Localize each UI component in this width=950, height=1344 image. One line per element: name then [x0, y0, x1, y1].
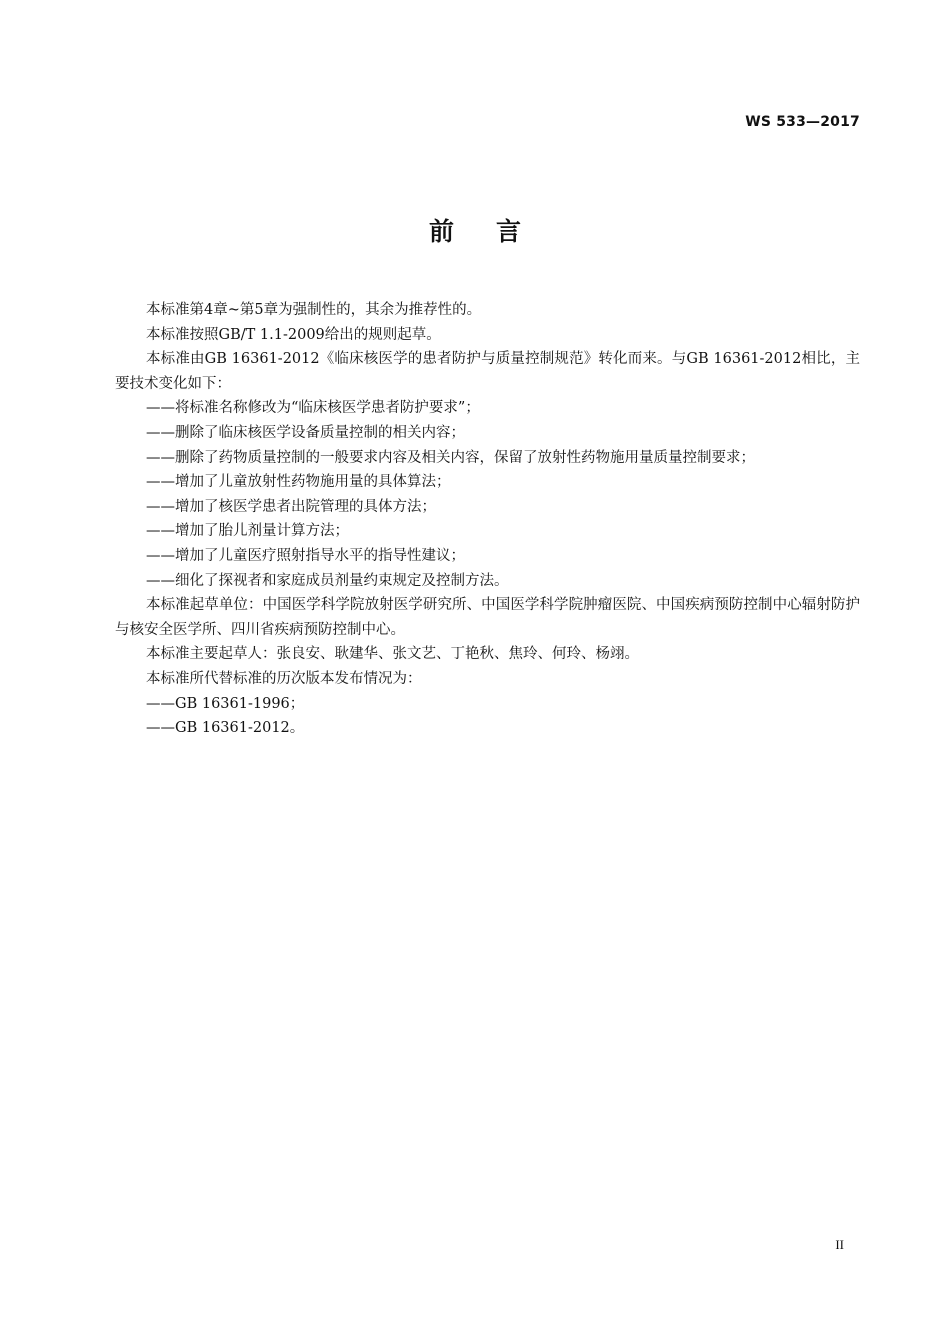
change-item: ——增加了儿童放射性药物施用量的具体算法； [146, 474, 451, 491]
change-item: ——删除了药物质量控制的一般要求内容及相关内容，保留了放射性药物施用量质量控制要求； [146, 449, 755, 466]
page-title: 前言 [428, 217, 563, 246]
change-item: ——细化了探视者和家庭成员剂量约束规定及控制方法。 [146, 572, 509, 589]
change-item: ——增加了核医学患者出院管理的具体方法； [146, 498, 436, 515]
change-item: ——删除了临床核医学设备质量控制的相关内容； [146, 424, 465, 441]
replaced-version-item: ——GB 16361-2012。 [146, 720, 305, 737]
standard-code: WS 533—2017 [745, 114, 860, 130]
change-item: ——增加了儿童医疗照射指导水平的指导性建议； [146, 547, 465, 564]
paragraph-drafting-units: 本标准起草单位：中国医学科学院放射医学研究所、中国医学科学院肿瘤医院、中国疾病预防控制中心辐射防护与核安全医学所、四川省疾病预防控制中心。 [115, 597, 860, 638]
change-item: ——增加了胎儿剂量计算方法； [146, 523, 349, 540]
paragraph-drafting-rules: 本标准按照GB/T 1.1-2009给出的规则起草。 [146, 326, 441, 343]
paragraph-mandatory-chapters: 本标准第4章~第5章为强制性的，其余为推荐性的。 [146, 302, 482, 318]
paragraph-drafters: 本标准主要起草人：张良安、耿建华、张文艺、丁艳秋、焦玲、何玲、杨翊。 [146, 646, 639, 663]
page-number: II [835, 1237, 844, 1252]
replaced-version-item: ——GB 16361-1996； [146, 695, 305, 712]
paragraph-origin: 本标准由GB 16361-2012《临床核医学的患者防护与质量控制规范》转化而来。与GB 16361-2012相比，主要技术变化如下： [115, 351, 860, 392]
paragraph-replaced-versions: 本标准所代替标准的历次版本发布情况为： [146, 670, 422, 687]
change-item: ——将标准名称修改为“临床核医学患者防护要求”； [146, 400, 480, 417]
foreword-body [115, 298, 860, 741]
